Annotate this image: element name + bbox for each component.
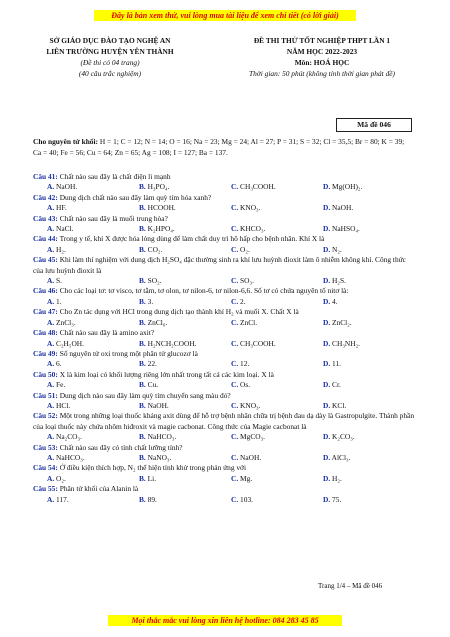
option-text: KNO₃.	[240, 400, 261, 410]
question-number: Câu 48:	[33, 328, 58, 338]
question-stem: Dung dịch nào sau đây làm quỳ tím chuyển sang màu đỏ?	[59, 390, 231, 400]
time-allowed: Thời gian: 50 phút (không tính thời gian phát đề)	[248, 69, 396, 78]
option-letter: C.	[231, 494, 239, 504]
question-stem: Ở điều kiện thích hợp, N₂ thể hiện tính khử trong phản ứng với	[59, 463, 247, 473]
answer-option	[47, 453, 139, 463]
option-letter: B.	[139, 203, 146, 213]
answer-option	[47, 474, 139, 484]
school-name: LIÊN TRƯỜNG HUYỆN YÊN THÀNH	[46, 47, 174, 56]
question-stem: Trong y tế, khí X được hóa lỏng dùng để làm chất duy trì hô hấp cho bệnh nhân. Khí X là	[59, 234, 325, 244]
answer-option	[139, 432, 231, 442]
option-text: SO₃.	[240, 276, 254, 286]
option-letter: A.	[47, 338, 55, 348]
question-stem: Một trong những loại thuốc kháng axit dùng để hỗ trợ bệnh nhân chữa trị bệnh đau dạ dày là Gastropulgite. Thành phần của loại thuốc này chứa nhôm hiđroxit và magie cacbonat. Công thức của Magie cacbonat là	[33, 411, 415, 431]
department-name: SỞ GIÁO DỤC ĐÀO TẠO NGHỆ AN	[49, 36, 171, 45]
option-text: 6.	[56, 359, 62, 369]
answer-option	[323, 380, 415, 390]
option-letter: D.	[323, 203, 331, 213]
question-item	[33, 391, 415, 401]
answer-option	[47, 432, 139, 442]
answer-option	[231, 495, 323, 505]
question-number: Câu 52:	[33, 411, 58, 421]
question-item	[33, 193, 415, 203]
option-letter: A.	[47, 203, 55, 213]
option-text: HCl.	[56, 400, 71, 410]
option-letter: B.	[139, 244, 146, 254]
question-stem: Phân tử khối của Alanin là	[59, 484, 139, 494]
answer-options	[33, 432, 415, 442]
answer-option	[231, 474, 323, 484]
option-letter: C.	[231, 296, 239, 306]
option-text: N₂.	[332, 244, 342, 254]
answer-option	[231, 203, 323, 213]
question-stem: Cho Zn tác dụng với HCl trong dung dịch tạo thành khí H₂ và muối X. Chất X là	[59, 307, 299, 317]
subject: Môn: HOÁ HỌC	[294, 58, 350, 67]
option-text: O₂.	[240, 244, 250, 254]
option-text: NaOH.	[332, 203, 354, 213]
answer-option	[231, 453, 323, 463]
question-number: Câu 49:	[33, 348, 58, 358]
answer-options	[33, 203, 415, 213]
answer-option	[231, 432, 323, 442]
answer-option	[47, 359, 139, 369]
question-number: Câu 51:	[33, 390, 58, 400]
answer-option	[323, 245, 415, 255]
option-letter: A.	[47, 317, 55, 327]
answer-options	[33, 245, 415, 255]
option-letter: D.	[323, 317, 331, 327]
option-text: Os.	[240, 380, 251, 390]
option-text: Cr.	[332, 380, 341, 390]
option-text: 12.	[240, 359, 250, 369]
option-letter: B.	[139, 317, 146, 327]
answer-option	[231, 401, 323, 411]
option-letter: C.	[231, 452, 239, 462]
option-text: ZnCl₆.	[147, 317, 168, 327]
option-letter: A.	[47, 244, 55, 254]
answer-options	[33, 453, 415, 463]
option-letter: C.	[231, 276, 239, 286]
option-text: 103.	[240, 494, 253, 504]
option-letter: A.	[47, 432, 55, 442]
option-text: CH₃COOH.	[240, 182, 276, 192]
question-number: Câu 43:	[33, 213, 58, 223]
option-text: CO₂.	[147, 244, 163, 254]
option-letter: C.	[231, 400, 239, 410]
option-letter: A.	[47, 359, 55, 369]
answer-options	[33, 182, 415, 192]
question-item	[33, 286, 415, 296]
answer-option	[323, 359, 415, 369]
answer-option	[323, 203, 415, 213]
question-item	[33, 443, 415, 453]
question-number: Câu 53:	[33, 442, 58, 452]
question-item	[33, 307, 415, 317]
option-text: HCOOH.	[147, 203, 176, 213]
option-letter: A.	[47, 452, 55, 462]
question-stem: Dung dịch chất nào sau đây làm quỳ tím hóa xanh?	[59, 192, 212, 202]
answer-options	[33, 276, 415, 286]
answer-options	[33, 224, 415, 234]
answer-option	[47, 203, 139, 213]
answer-option	[323, 401, 415, 411]
option-letter: A.	[47, 380, 55, 390]
answer-option	[47, 182, 139, 192]
option-text: 2.	[240, 296, 246, 306]
answer-option	[139, 339, 231, 349]
answer-option	[139, 276, 231, 286]
option-text: 4.	[332, 296, 338, 306]
option-text: NaOH.	[56, 182, 78, 192]
answer-options	[33, 474, 415, 484]
question-stem: X là kim loại có khối lượng riêng lớn nhất trong tất cả các kim loại. X là	[59, 369, 274, 379]
option-letter: C.	[231, 317, 239, 327]
answer-option	[231, 339, 323, 349]
answer-option	[139, 359, 231, 369]
option-text: 3.	[147, 296, 154, 306]
answer-option	[139, 182, 231, 192]
answer-option	[323, 495, 415, 505]
answer-options	[33, 495, 415, 505]
option-text: 117.	[56, 494, 69, 504]
question-stem: Chất nào sau đây là amino axit?	[59, 328, 155, 338]
option-letter: A.	[47, 224, 55, 234]
answer-option	[231, 297, 323, 307]
answer-option	[47, 339, 139, 349]
question-number: Câu 42:	[33, 192, 58, 202]
option-text: NaHCO₃.	[56, 452, 85, 462]
answer-option	[231, 276, 323, 286]
option-letter: D.	[323, 182, 331, 192]
option-letter: D.	[323, 473, 331, 483]
answer-option	[47, 401, 139, 411]
option-text: 22.	[147, 359, 157, 369]
option-letter: C.	[231, 432, 239, 442]
question-number: Câu 46:	[33, 286, 58, 296]
page-count-note: (Đề thi có 04 trang)	[80, 58, 140, 67]
answer-option	[231, 182, 323, 192]
option-text: 1.	[56, 296, 62, 306]
answer-option	[47, 276, 139, 286]
answer-option	[139, 318, 231, 328]
question-stem: Chất nào sau đây là chất điện li mạnh	[59, 172, 171, 181]
answer-options	[33, 297, 415, 307]
answer-options	[33, 339, 415, 349]
option-letter: B.	[139, 380, 146, 390]
question-number: Câu 41:	[33, 172, 58, 181]
question-list	[33, 172, 415, 505]
answer-option	[47, 245, 139, 255]
answer-option	[139, 401, 231, 411]
option-letter: D.	[323, 494, 331, 504]
question-number: Câu 44:	[33, 234, 58, 244]
school-year: NĂM HỌC 2022-2023	[286, 47, 358, 56]
option-letter: C.	[231, 244, 239, 254]
option-text: NaHCO₃.	[147, 432, 177, 442]
option-text: HF.	[56, 203, 67, 213]
answer-option	[323, 474, 415, 484]
answer-option	[47, 380, 139, 390]
option-text: SO₂.	[147, 276, 162, 286]
question-item	[33, 484, 415, 494]
preview-banner: Đây là bản xem thử, vui lòng mua tài liệu để xem chi tiết (có lời giải)	[94, 10, 356, 21]
option-letter: B.	[139, 276, 146, 286]
question-number: Câu 50:	[33, 369, 58, 379]
option-text: NaNO₃.	[147, 452, 172, 462]
question-stem: Chất nào sau đây là muối trung hòa?	[59, 213, 168, 223]
option-text: MgCO₃.	[240, 432, 266, 442]
option-letter: D.	[323, 452, 331, 462]
answer-option	[323, 339, 415, 349]
header-left	[20, 35, 200, 79]
option-text: H₂NCH₂COOH.	[147, 338, 197, 348]
question-item	[33, 463, 415, 473]
answer-option	[323, 297, 415, 307]
option-letter: D.	[323, 359, 331, 369]
exam-code-box: Mã đề 046	[336, 118, 412, 132]
question-item	[33, 172, 415, 182]
option-text: KCl.	[332, 400, 347, 410]
answer-option	[231, 380, 323, 390]
question-stem: Chất nào sau đây có tính chất lưỡng tính?	[59, 442, 183, 452]
question-number: Câu 55:	[33, 484, 58, 494]
answer-option	[231, 245, 323, 255]
question-number: Câu 47:	[33, 307, 58, 317]
answer-option	[139, 474, 231, 484]
question-count-note: (40 câu trắc nghiệm)	[78, 69, 142, 78]
option-text: C₂H₅OH.	[56, 338, 84, 348]
answer-option	[231, 359, 323, 369]
option-text: Na₂CO₃.	[56, 432, 82, 442]
answer-option	[323, 318, 415, 328]
question-item	[33, 349, 415, 359]
option-letter: C.	[231, 359, 239, 369]
option-text: ZnCl₂.	[332, 317, 352, 327]
question-number: Câu 45:	[33, 255, 58, 265]
option-letter: A.	[47, 473, 55, 483]
answer-option	[323, 224, 415, 234]
option-text: Fe.	[56, 380, 66, 390]
option-letter: A.	[47, 296, 55, 306]
answer-option	[47, 297, 139, 307]
question-item	[33, 411, 415, 432]
answer-option	[323, 453, 415, 463]
option-letter: D.	[323, 296, 331, 306]
page-footer: Trang 1/4 – Mã đề 046	[318, 582, 383, 590]
answer-option	[323, 276, 415, 286]
answer-option	[323, 432, 415, 442]
option-text: KNO₃.	[240, 203, 261, 213]
header-right	[212, 35, 432, 79]
question-number: Câu 54:	[33, 463, 58, 473]
answer-option	[139, 453, 231, 463]
option-letter: B.	[139, 338, 146, 348]
option-letter: A.	[47, 182, 55, 192]
option-text: H₃PO₄.	[147, 182, 170, 192]
option-text: Mg.	[240, 473, 253, 483]
option-letter: C.	[231, 224, 239, 234]
option-letter: A.	[47, 494, 55, 504]
question-item	[33, 370, 415, 380]
option-text: NaHSO₄.	[332, 224, 360, 234]
option-text: NaOH.	[240, 452, 262, 462]
option-letter: B.	[139, 473, 146, 483]
option-text: NaCl.	[56, 224, 74, 234]
option-text: Cu.	[147, 380, 159, 390]
option-text: O₂.	[56, 473, 66, 483]
answer-option	[139, 203, 231, 213]
answer-options	[33, 380, 415, 390]
answer-option	[231, 224, 323, 234]
option-letter: D.	[323, 400, 331, 410]
option-letter: D.	[323, 432, 331, 442]
option-letter: B.	[139, 452, 146, 462]
option-letter: B.	[139, 359, 146, 369]
atomic-masses-values: H = 1; C = 12; N = 14; O = 16; Na = 23; Mg = 24; Al = 27; P = 31; S = 32; Cl = 35,5; Br = 80; K = 39; Ca = 40; Fe = 56; Cu = 64; Zn = 65; Ag = 108; I = 127; Ba = 137.	[33, 137, 405, 157]
question-stem: Khi làm thí nghiệm với dung dịch H₂SO₄ đặc thường sinh ra khí lưu huỳnh đioxit làm ô nhiễm không khí. Công thức của lưu huỳnh đioxit là	[33, 255, 406, 275]
option-text: K₂HPO₄.	[147, 224, 175, 234]
answer-options	[33, 359, 415, 369]
option-letter: B.	[139, 494, 146, 504]
option-letter: D.	[323, 224, 331, 234]
atomic-masses-label: Cho nguyên tử khối:	[33, 137, 99, 146]
option-text: AlCl₃.	[331, 452, 351, 462]
answer-options	[33, 318, 415, 328]
option-text: KHCO₃.	[240, 224, 266, 234]
option-text: 11.	[332, 359, 342, 369]
answer-option	[323, 182, 415, 192]
option-letter: B.	[139, 224, 146, 234]
option-text: ZnCl₃.	[56, 317, 76, 327]
exam-header	[20, 35, 432, 79]
option-letter: A.	[47, 400, 55, 410]
option-letter: D.	[323, 338, 331, 348]
option-text: Mg(OH)₂.	[332, 182, 363, 192]
answer-option	[139, 245, 231, 255]
option-text: NaOH.	[147, 400, 169, 410]
answer-option	[139, 297, 231, 307]
option-letter: D.	[323, 380, 331, 390]
option-letter: B.	[139, 400, 146, 410]
option-text: 75.	[332, 494, 342, 504]
option-letter: C.	[231, 473, 239, 483]
option-letter: B.	[139, 296, 146, 306]
option-text: H₂S.	[332, 276, 346, 286]
answer-options	[33, 401, 415, 411]
question-item	[33, 214, 415, 224]
option-letter: B.	[139, 432, 146, 442]
exam-title: ĐỀ THI THỬ TỐT NGHIỆP THPT LẦN 1	[253, 36, 391, 45]
option-letter: C.	[231, 338, 239, 348]
question-item	[33, 255, 415, 276]
option-letter: C.	[231, 203, 239, 213]
option-letter: A.	[47, 276, 55, 286]
answer-option	[139, 495, 231, 505]
option-text: H₂.	[56, 244, 66, 254]
option-text: CH₃COOH.	[240, 338, 276, 348]
option-text: 89.	[147, 494, 157, 504]
option-text: S.	[56, 276, 63, 286]
question-stem: Cho các loại tơ: tơ visco, tơ tằm, tơ olon, tơ nilon-6, tơ nilon-6,6. Số tơ có chứa nguyên tố nitơ là:	[59, 286, 349, 296]
option-text: CH₃NH₂.	[332, 338, 360, 348]
question-item	[33, 328, 415, 338]
answer-option	[47, 224, 139, 234]
answer-option	[139, 380, 231, 390]
option-text: H₂.	[332, 473, 342, 483]
atomic-masses	[33, 137, 413, 158]
option-text: ZnCl.	[240, 317, 258, 327]
option-text: Li.	[147, 473, 157, 483]
answer-option	[139, 224, 231, 234]
option-letter: C.	[231, 182, 239, 192]
option-letter: C.	[231, 380, 239, 390]
question-stem: Số nguyên tử oxi trong một phân tử glucozơ là	[59, 348, 198, 358]
answer-option	[47, 495, 139, 505]
option-text: K₂CO₃.	[332, 432, 355, 442]
option-letter: D.	[323, 276, 331, 286]
answer-option	[47, 318, 139, 328]
option-letter: D.	[323, 244, 331, 254]
question-item	[33, 234, 415, 244]
hotline-banner: Mọi thắc mắc vui lòng xin liên hệ hotline: 084 283 45 85	[108, 615, 342, 626]
option-letter: B.	[139, 182, 146, 192]
answer-option	[231, 318, 323, 328]
